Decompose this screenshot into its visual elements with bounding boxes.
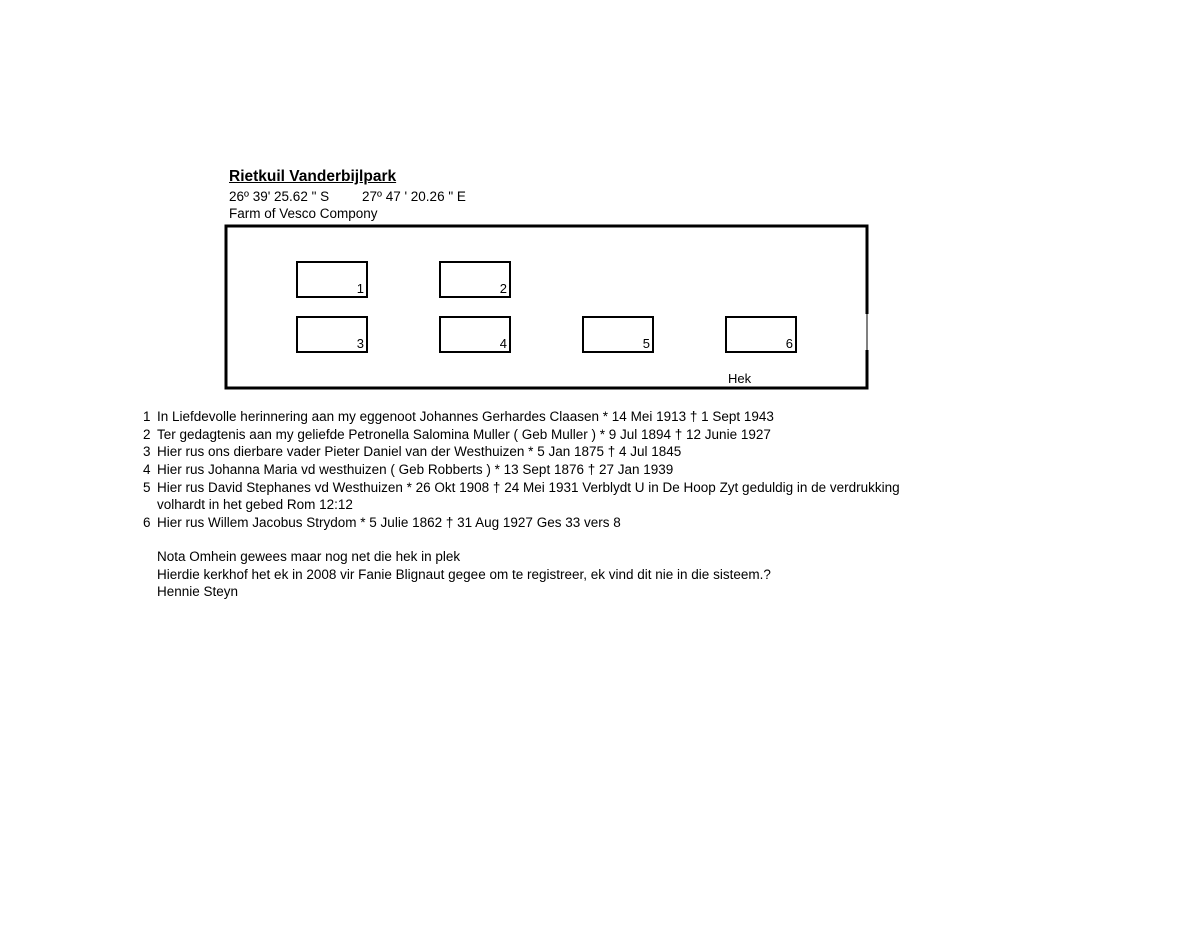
grave-plot-6: [725, 316, 797, 353]
note-author: Hennie Steyn: [157, 584, 239, 599]
grave-number: 2: [499, 281, 507, 296]
legend-item-5: [143, 479, 900, 496]
legend-number: 4: [143, 462, 151, 477]
grave-plot-4: [439, 316, 511, 353]
legend-item-2: [143, 426, 771, 443]
legend-text: Ter gedagtenis aan my geliefde Petronella Salomina Muller ( Geb Muller ) * 9 Jul 1894 † 12 Junie 1927: [157, 427, 771, 442]
legend-number: 1: [143, 409, 151, 424]
legend-text: Hier rus David Stephanes vd Westhuizen * 26 Okt 1908 † 24 Mei 1931 Verblydt U in De Hoop Zyt geduldig in de verdrukking: [157, 480, 900, 495]
legend-item-5-continuation: volhardt in het gebed Rom 12:12: [157, 497, 353, 512]
grave-number: 6: [785, 336, 793, 351]
grave-number: 3: [356, 336, 364, 351]
grave-plot-3: [296, 316, 368, 353]
coordinate-east: 27º 47 ' 20.26 " E: [362, 189, 466, 204]
grave-plot-1: [296, 261, 368, 298]
grave-plot-2: [439, 261, 511, 298]
cemetery-fence: [224, 224, 870, 390]
legend-item-4: [143, 461, 673, 478]
legend-number: 3: [143, 444, 151, 459]
note-line: Nota Omhein gewees maar nog net die hek in plek: [157, 549, 461, 564]
legend-number: 5: [143, 480, 151, 495]
legend-text: In Liefdevolle herinnering aan my eggenoot Johannes Gerhardes Claasen * 14 Mei 1913 † 1 Sept 1943: [157, 409, 774, 424]
legend-item-6: [143, 514, 621, 531]
farm-owner: Farm of Vesco Compony: [229, 206, 378, 221]
legend-item-3: [143, 443, 681, 460]
legend-text: Hier rus ons dierbare vader Pieter Daniel van der Westhuizen * 5 Jan 1875 † 4 Jul 1845: [157, 444, 682, 459]
note-line: Hierdie kerkhof het ek in 2008 vir Fanie Blignaut gegee om te registreer, ek vind dit nie in die sisteem.?: [157, 567, 771, 582]
legend-item-1: [143, 408, 774, 425]
grave-plot-5: [582, 316, 654, 353]
page-title: Rietkuil Vanderbijlpark: [229, 168, 397, 185]
grave-number: 4: [499, 336, 507, 351]
grave-number: 1: [356, 281, 364, 296]
grave-number: 5: [642, 336, 650, 351]
legend-number: 2: [143, 427, 151, 442]
coordinate-south: 26º 39' 25.62 " S: [229, 189, 330, 204]
legend-number: 6: [143, 515, 151, 530]
legend-text: Hier rus Johanna Maria vd westhuizen ( Geb Robberts ) * 13 Sept 1876 † 27 Jan 1939: [157, 462, 674, 477]
gate-label: Hek: [728, 371, 752, 386]
legend-text: Hier rus Willem Jacobus Strydom * 5 Julie 1862 † 31 Aug 1927 Ges 33 vers 8: [157, 515, 621, 530]
